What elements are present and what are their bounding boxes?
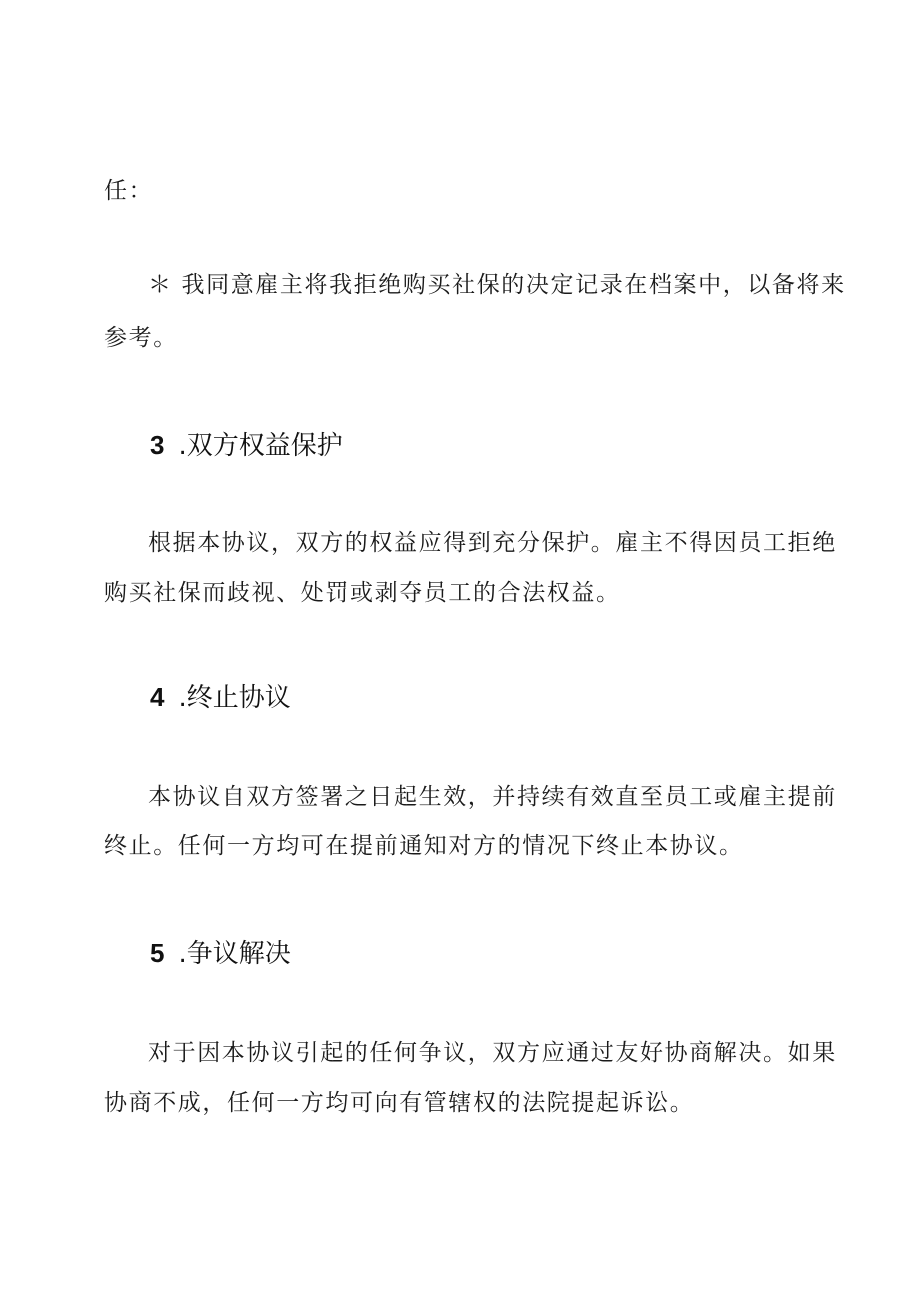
section-title: .双方权益保护 [178, 431, 343, 461]
bullet-text-line-1: ＊ 我同意雇主将我拒绝购买社保的决定记录在档案中，以备将来 [148, 272, 846, 298]
section-3-paragraph-line-1: 根据本协议，双方的权益应得到充分保护。雇主不得因员工拒绝 [148, 530, 837, 556]
section-number: 3 [150, 430, 165, 460]
section-4-paragraph-line-1: 本协议自双方签署之日起生效，并持续有效直至员工或雇主提前 [148, 784, 837, 810]
section-number: 5 [150, 938, 165, 968]
section-3-paragraph-line-2: 购买社保而歧视、处罚或剥夺员工的合法权益。 [104, 580, 621, 606]
intro-text-line: 任： [104, 178, 154, 204]
section-5-heading [150, 936, 291, 971]
section-4-heading [150, 680, 291, 715]
section-5-paragraph-line-2: 协商不成，任何一方均可向有管辖权的法院提起诉讼。 [104, 1090, 695, 1116]
section-title: .终止协议 [178, 683, 291, 713]
section-3-heading [150, 428, 343, 463]
section-4-paragraph-line-2: 终止。任何一方均可在提前通知对方的情况下终止本协议。 [104, 833, 744, 859]
section-title: .争议解决 [178, 939, 291, 969]
section-5-paragraph-line-1: 对于因本协议引起的任何争议，双方应通过友好协商解决。如果 [148, 1040, 837, 1066]
section-number: 4 [150, 682, 165, 712]
bullet-text-line-2: 参考。 [104, 325, 178, 351]
